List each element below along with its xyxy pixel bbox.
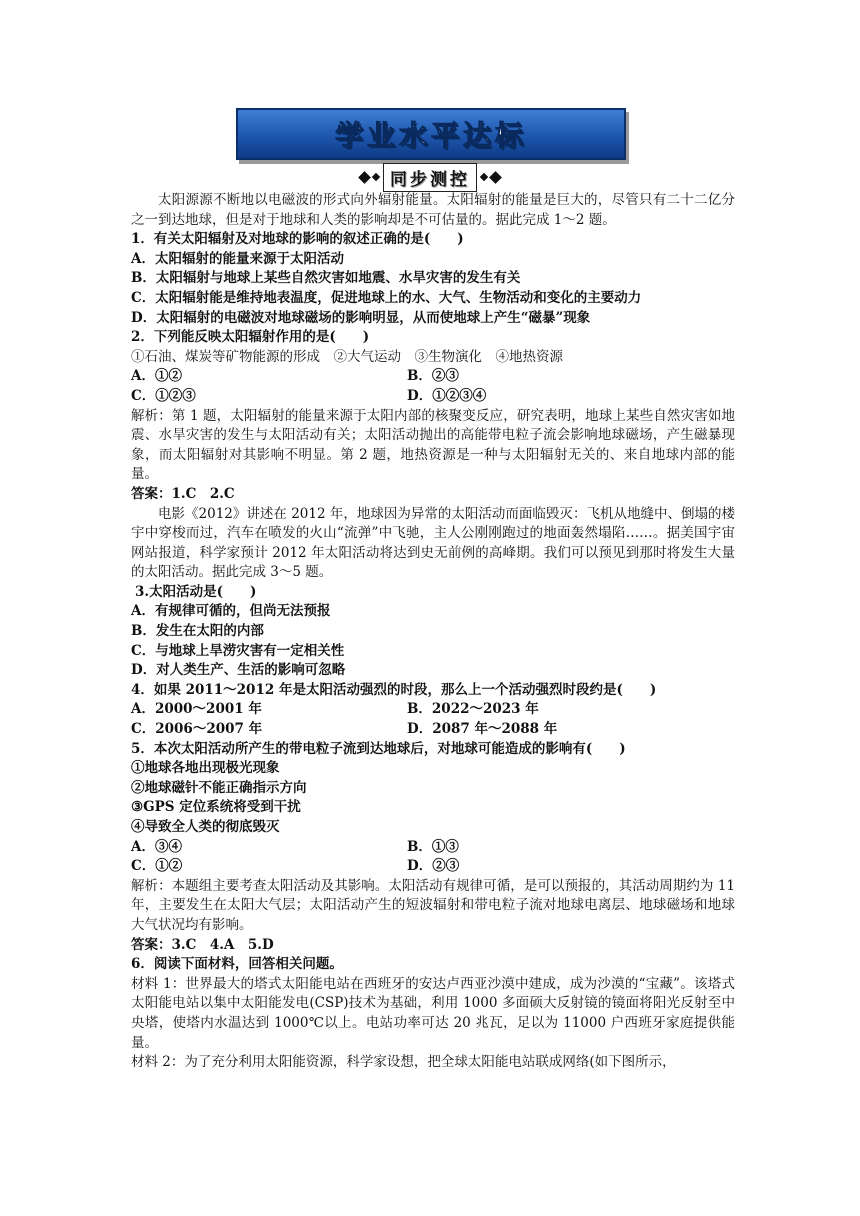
section-banner	[236, 108, 626, 160]
option-2b: B．②③	[407, 368, 459, 385]
option-1c: C．太阳辐射能是维持地表温度，促进地球上的水、大气、生物活动和变化的主要动力	[131, 289, 642, 306]
options-row	[131, 387, 735, 407]
option-5a: A．③④	[131, 838, 182, 855]
analysis-2: 解析：本题组主要考查太阳活动及其影响。太阳活动有规律可循，是可以预报的，其活动周期约为 11 年，主要发生在太阳大气层；太阳活动产生的短波辐射和带电粒子流对地球电离层、地球磁场和地球大气状况均有影响。	[131, 877, 735, 933]
options-row	[131, 367, 735, 387]
option-5c: C．①②	[131, 858, 183, 875]
diamond-icon	[480, 173, 488, 181]
options-row	[131, 838, 735, 858]
answer-1: 答案：1.C 2.C	[131, 485, 235, 502]
subtitle: 同步测控	[383, 163, 477, 192]
intro-passage-1: 太阳源源不断地以电磁波的形式向外辐射能量。太阳辐射的能量是巨大的，尽管只有二十二亿分之一到达地球，但是对于地球和人类的影响却是不可估量的。据此完成 1～2 题。	[131, 192, 735, 228]
diamond-icon	[489, 171, 502, 184]
options-row	[131, 720, 735, 740]
option-3c: C．与地球上旱涝灾害有一定相关性	[131, 642, 345, 659]
option-3d: D．对人类生产、生活的影响可忽略	[131, 662, 346, 679]
subtitle-row	[300, 163, 560, 191]
option-1b: B．太阳辐射与地球上某些自然灾害如地震、水旱灾害的发生有关	[131, 270, 521, 287]
question-4: 4．如果 2011～2012 年是太阳活动强烈的时段，那么上一个活动强烈时段约是( )	[131, 681, 657, 698]
question-5-item: ④导致全人类的彻底毁灭	[131, 819, 280, 835]
option-1a: A．太阳辐射的能量来源于太阳活动	[131, 250, 344, 267]
option-4c: C．2006～2007 年	[131, 721, 263, 738]
option-2d: D．①②③④	[407, 387, 487, 404]
option-4a: A．2000～2001 年	[131, 701, 262, 718]
material-2: 材料 2：为了充分利用太阳能资源，科学家设想，把全球太阳能电站联成网络(如下图所示，	[131, 1054, 676, 1071]
option-2a: A．①②	[131, 368, 182, 385]
answer-2: 答案：3.C 4.A 5.D	[131, 936, 274, 953]
option-5d: D．②③	[407, 858, 460, 875]
diamond-icon	[358, 171, 371, 184]
option-3a: A．有规律可循的，但尚无法预报	[131, 603, 331, 620]
option-2c: C．①②③	[131, 387, 196, 404]
banner-title: 学业水平达标	[334, 119, 527, 152]
option-4d: D．2087 年～2088 年	[407, 721, 558, 738]
option-4b: B．2022～2023 年	[407, 701, 539, 718]
question-5-item: ①地球各地出现极光现象	[131, 760, 280, 777]
question-5-item: ②地球磁针不能正确指示方向	[131, 779, 307, 796]
question-6: 6．阅读下面材料，回答相关问题。	[131, 956, 343, 973]
material-1: 材料 1：世界最大的塔式太阳能电站在西班牙的安达卢西亚沙漠中建成，成为沙漠的“宝藏”。该塔式太阳能电站以集中太阳能发电(CSP)技术为基础，利用 1000 多面硕大反射镜的镜面将阳光反射至中央塔，使塔内水温达到 1000℃以上。电站功率可达 20 兆瓦，足以为 11000 户西班牙家庭提供能量。	[131, 975, 735, 1051]
option-3b: B．发生在太阳的内部	[131, 623, 264, 640]
question-3: 3.太阳活动是( )	[135, 583, 257, 600]
analysis-1: 解析：第 1 题，太阳辐射的能量来源于太阳内部的核聚变反应，研究表明，地球上某些自然灾害如地震、水旱灾害的发生与太阳活动有关；太阳活动抛出的高能带电粒子流会影响地球磁场，产生磁暴现象，而太阳辐射对其影响不明显。第 2 题，地热资源是一种与太阳辐射无关的、来自地球内部的能量。	[131, 407, 735, 483]
question-2-items: ①石油、煤炭等矿物能源的形成 ②大气运动 ③生物演化 ④地热资源	[131, 348, 563, 365]
option-1d: D．太阳辐射的电磁波对地球磁场的影响明显，从而使地球上产生“磁暴”现象	[131, 309, 591, 326]
question-5-item: ③GPS 定位系统将受到干扰	[131, 799, 301, 816]
question-1: 1．有关太阳辐射及对地球的影响的叙述正确的是( )	[131, 231, 464, 248]
option-5b: B．①③	[407, 838, 459, 855]
options-row	[131, 700, 735, 720]
intro-passage-2: 电影《2012》讲述在 2012 年，地球因为异常的太阳活动而面临毁灭：飞机从地缝中、倒塌的楼宇中穿梭而过，汽车在喷发的火山“流弹”中飞驰，主人公刚刚跑过的地面轰然塌陷……。据美国宇宙网站报道，科学家预计 2012 年太阳活动将达到史无前例的高峰期。我们可以预见到那时将发生大量的太阳活动。据此完成 3～5 题。	[131, 505, 735, 581]
diamond-icon	[372, 173, 380, 181]
question-5: 5．本次太阳活动所产生的带电粒子流到达地球后，对地球可能造成的影响有( )	[131, 740, 626, 757]
options-row	[131, 857, 735, 877]
document-body	[131, 191, 735, 1073]
question-2: 2．下列能反映太阳辐射作用的是( )	[131, 329, 370, 346]
